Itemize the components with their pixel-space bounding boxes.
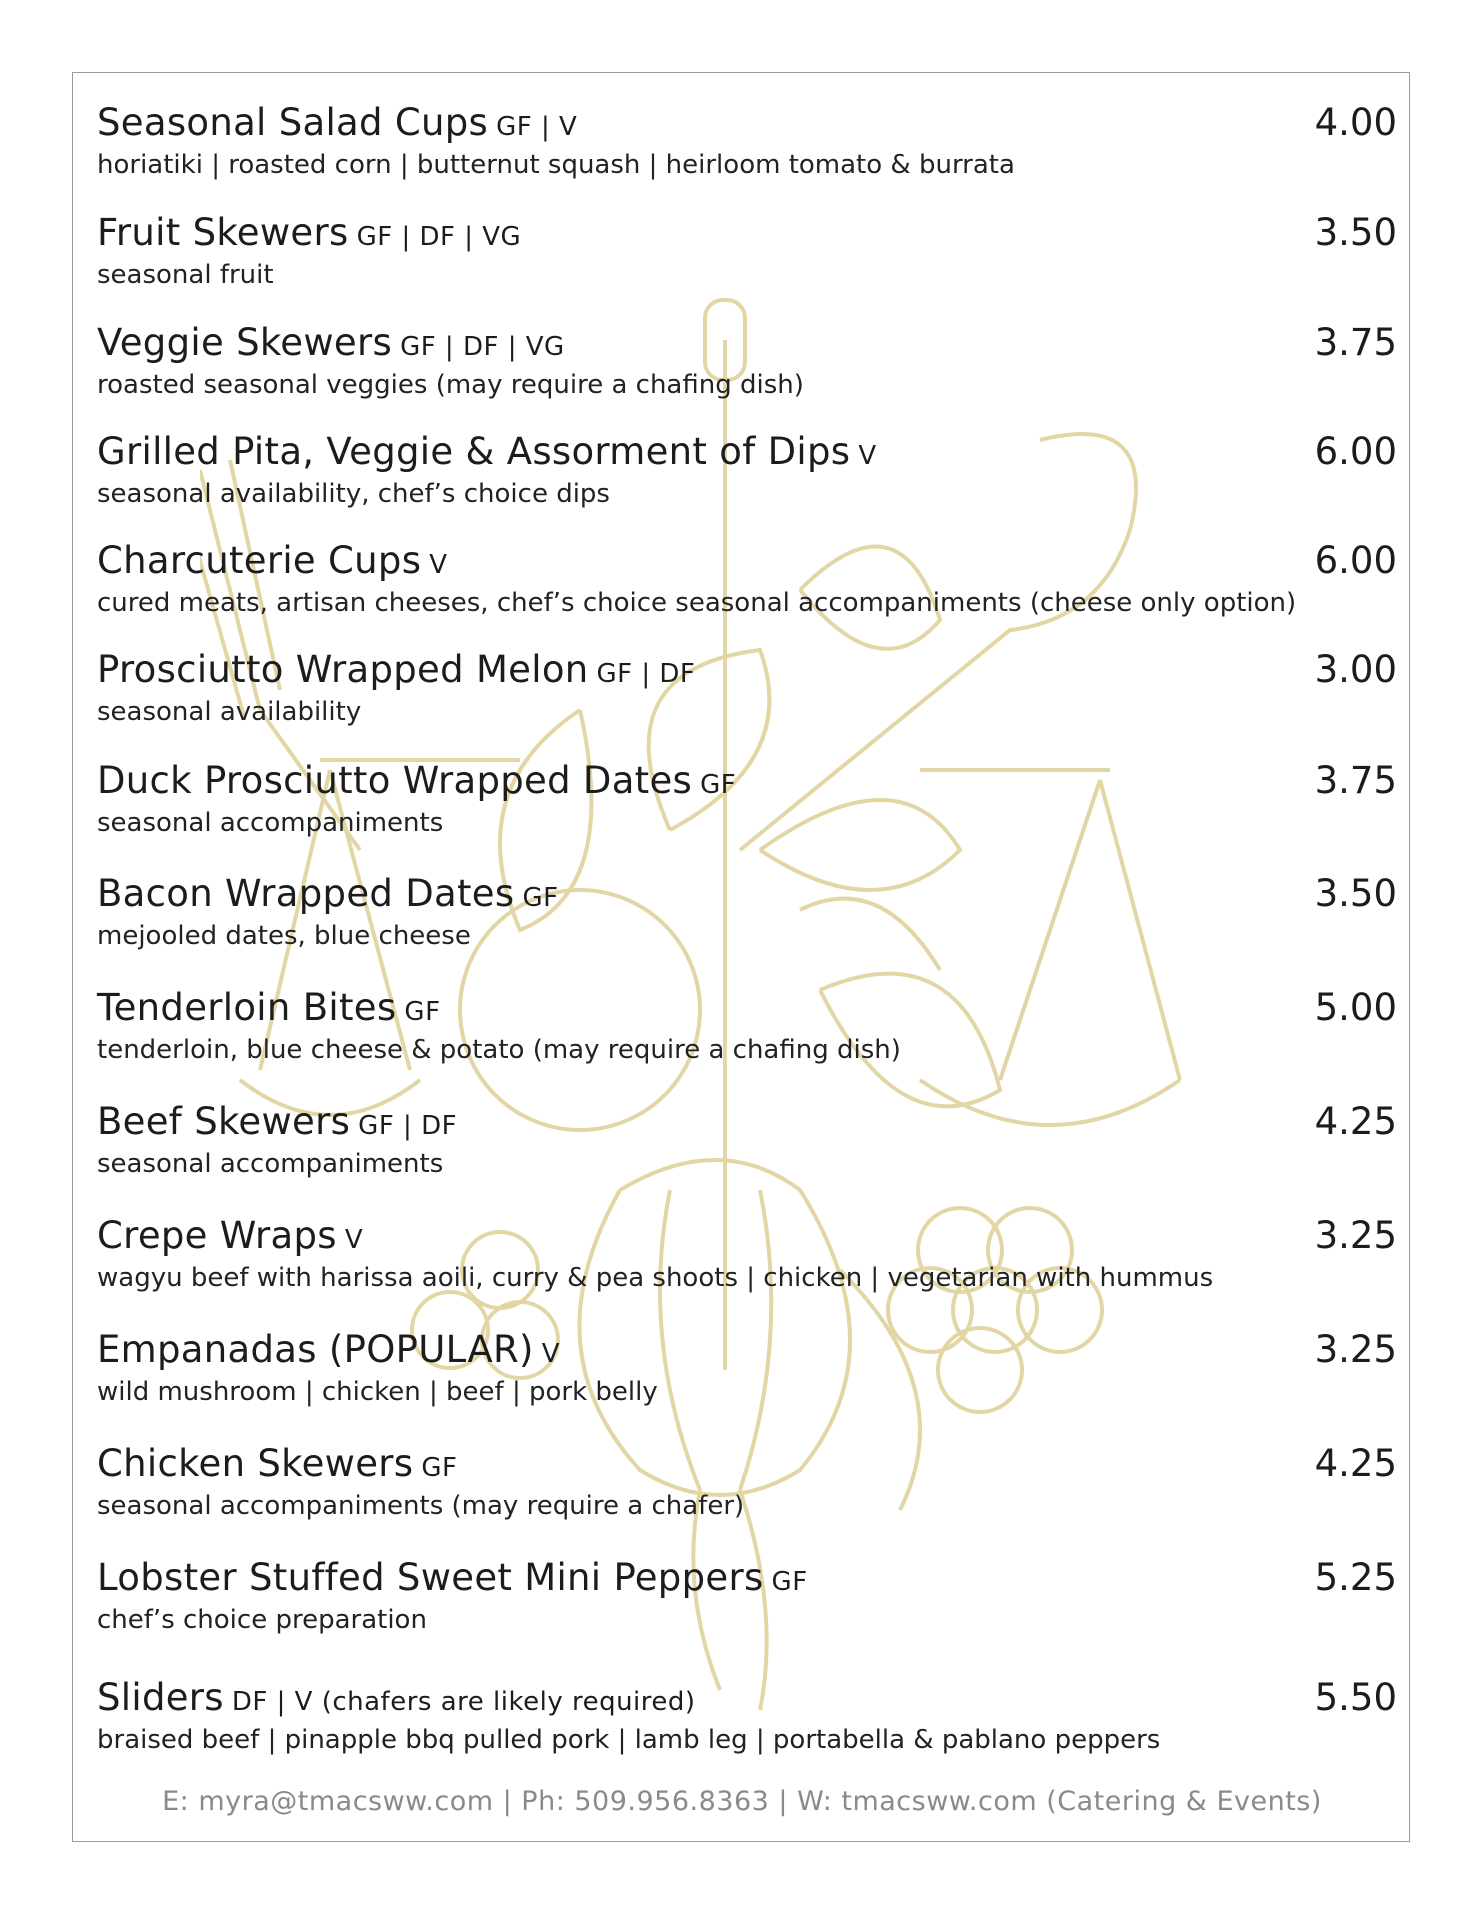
menu-item	[97, 1327, 1397, 1407]
item-name: Beef Skewers	[97, 1100, 351, 1143]
item-tags: V	[541, 1339, 561, 1369]
item-name: Fruit Skewers	[97, 211, 349, 254]
item-tags: DF | V (chafers are likely required)	[231, 1687, 696, 1717]
item-tags: V	[344, 1225, 364, 1255]
item-price: 5.25	[1314, 1556, 1397, 1599]
item-tags: GF	[404, 997, 441, 1027]
item-description: roasted seasonal veggies (may require a chafing dish)	[97, 370, 804, 400]
contact-footer: E: myra@tmacsww.com | Ph: 509.956.8363 | W: tmacsww.com (Catering & Events)	[162, 1786, 1322, 1817]
menu-item	[97, 429, 1397, 509]
item-name: Charcuterie Cups	[97, 539, 422, 582]
item-tags: GF | V	[496, 112, 578, 142]
item-description: chef’s choice preparation	[97, 1605, 427, 1635]
item-description: wagyu beef with harissa aoili, curry & pea shoots | chicken | vegetarian with hummus	[97, 1263, 1214, 1293]
menu-item	[97, 1555, 1397, 1635]
item-description: horiatiki | roasted corn | butternut squash | heirloom tomato & burrata	[97, 150, 1015, 180]
menu-item	[97, 758, 1397, 838]
menu-item	[97, 985, 1397, 1065]
item-price: 3.00	[1314, 648, 1397, 691]
item-price: 4.25	[1314, 1442, 1397, 1485]
menu-item	[97, 320, 1397, 400]
menu-item	[97, 538, 1397, 618]
item-name: Sliders	[97, 1676, 224, 1719]
item-price: 6.00	[1314, 539, 1397, 582]
item-tags: GF | DF | VG	[356, 222, 522, 252]
item-description: seasonal accompaniments	[97, 808, 444, 838]
item-price: 3.50	[1314, 872, 1397, 915]
item-tags: GF	[771, 1567, 808, 1597]
menu-item	[97, 871, 1397, 951]
menu-item	[97, 1441, 1397, 1521]
item-price: 4.00	[1314, 101, 1397, 144]
item-description: tenderloin, blue cheese & potato (may require a chafing dish)	[97, 1035, 901, 1065]
item-tags: GF	[421, 1453, 458, 1483]
item-name: Seasonal Salad Cups	[97, 101, 489, 144]
item-description: wild mushroom | chicken | beef | pork belly	[97, 1377, 658, 1407]
item-price: 3.75	[1314, 321, 1397, 364]
item-name: Tenderloin Bites	[97, 986, 397, 1029]
item-price: 5.50	[1314, 1676, 1397, 1719]
menu-item	[97, 647, 1397, 727]
item-tags: GF	[700, 770, 737, 800]
item-price: 6.00	[1314, 430, 1397, 473]
item-tags: GF	[522, 883, 559, 913]
item-price: 4.25	[1314, 1100, 1397, 1143]
item-description: seasonal accompaniments (may require a chafer)	[97, 1491, 745, 1521]
item-price: 3.50	[1314, 211, 1397, 254]
menu-item	[97, 1099, 1397, 1179]
item-description: cured meats, artisan cheeses, chef’s choice seasonal accompaniments (cheese only option)	[97, 588, 1297, 618]
item-name: Duck Prosciutto Wrapped Dates	[97, 759, 693, 802]
menu-item	[97, 100, 1397, 180]
item-price: 3.25	[1314, 1214, 1397, 1257]
item-price: 3.75	[1314, 759, 1397, 802]
item-name: Chicken Skewers	[97, 1442, 414, 1485]
item-tags: V	[429, 550, 448, 580]
item-name: Bacon Wrapped Dates	[97, 872, 515, 915]
menu-item	[97, 1213, 1397, 1293]
item-name: Lobster Stuffed Sweet Mini Peppers	[97, 1556, 764, 1599]
item-description: mejooled dates, blue cheese	[97, 921, 471, 951]
item-description: braised beef | pinapple bbq pulled pork | lamb leg | portabella & pablano peppers	[97, 1725, 1161, 1755]
item-tags: V	[858, 441, 877, 471]
item-tags: GF | DF	[596, 659, 696, 689]
item-description: seasonal availability	[97, 697, 362, 727]
item-name: Prosciutto Wrapped Melon	[97, 648, 589, 691]
item-price: 3.25	[1314, 1328, 1397, 1371]
item-description: seasonal fruit	[97, 260, 274, 290]
item-tags: GF | DF	[358, 1111, 458, 1141]
item-price: 5.00	[1314, 986, 1397, 1029]
menu-item	[97, 210, 1397, 290]
item-name: Empanadas (POPULAR)	[97, 1328, 534, 1371]
item-description: seasonal accompaniments	[97, 1149, 444, 1179]
item-name: Crepe Wraps	[97, 1214, 337, 1257]
item-name: Veggie Skewers	[97, 321, 393, 364]
item-name: Grilled Pita, Veggie & Assorment of Dips	[97, 430, 851, 473]
menu-item	[97, 1675, 1397, 1755]
item-description: seasonal availability, chef’s choice dips	[97, 479, 610, 509]
item-tags: GF | DF | VG	[400, 332, 565, 362]
